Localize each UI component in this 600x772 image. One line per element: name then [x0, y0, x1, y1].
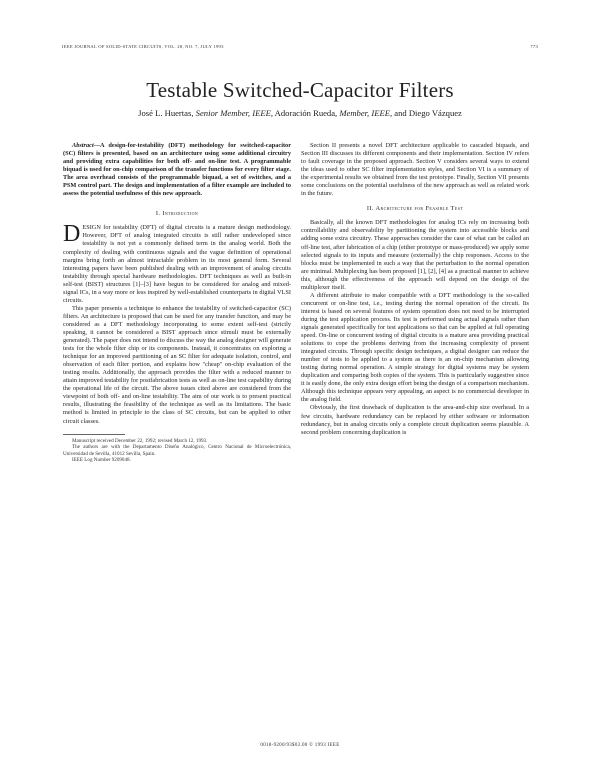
author-3: and Diego Vázquez: [394, 108, 462, 118]
architecture-paragraph-3: Obviously, the first drawback of duplication is the area-and-chip size overhead. In a few circuits, hardware redundancy can be replaced by either software or information redundancy, but in analog circuits only a complete circuit duplication seems plausible. A second problem concerning duplication is: [301, 404, 529, 436]
author-2: Adoración Rueda,: [274, 108, 338, 118]
author-line: [0, 108, 600, 118]
author-2-affiliation: Member, IEEE,: [339, 108, 393, 118]
footnote-rule: [63, 434, 125, 435]
footnote-received: Manuscript received December 22, 1992; revised March 12, 1993.: [72, 437, 208, 444]
architecture-paragraph-1: Basically, all the known DFT methodologies for analog ICs rely on increasing both controllability and observability by partitioning the system into accessible blocks and adding some extra circuitry. These approaches consider the case of what can be called an off-line test, after fabrication of a chip (either prototype or mass-produced) we apply some selected signals to its inputs and measure (externally) the chip responses. Access to the blocks must be implemented in such a way that the perturbation to the normal operation are minimal. Multiplexing has been proposed [1], [2], [4] as a practical manner to achieve this, although the effectiveness of the approach will depend on the design of the multiplexer itself.: [301, 219, 529, 291]
drop-cap: D: [63, 221, 81, 248]
abstract-lead: Abstract—: [72, 142, 100, 149]
author-1: José L. Huertas,: [138, 108, 194, 118]
footnote-affiliation: The authors are with the Departamento Diseño Analógico, Centro Nacional de Microelectrónica, Universidad de Sevilla, 41012 Sevilla, Spain.: [63, 444, 291, 457]
intro-paragraph-1-text: ESIGN for testability (DFT) of digital circuits is a mature design methodology. However, DFT of analog integrated circuits is still rather undeveloped since testability is not yet a commonly defined term in the analog world. Both the complexity of dealing with continuous signals and the vague definition of operational margins bring forth an almost intractable problem in its most general form. Several interesting papers have been published dealing with an improvement of analog circuits testability through special hardware methodologies. DFT techniques as well as built-in self-test (BIST) structures [1]–[3] have begun to be considered for analog and mixed-signal ICs, in a way more or less inspired by well-established counterparts in digital VLSI circuits.: [63, 224, 291, 304]
intro-paragraph-3: Section II presents a novel DFT architecture applicable to cascaded biquads, and Section III discusses its different components and their implementation. Section IV refers to fault coverage in the proposed approach. Section V considers several ways to extend the ideas used to other SC filter implementation styles, and Section VI is a summary of the experimental results we obtained from the test prototype. Finally, Section VII presents some conclusions on the potential usefulness of the new approach as well as related work in the future.: [301, 142, 529, 198]
footnote-log-number: IEEE Log Number 9209048.: [72, 457, 131, 464]
running-head: [62, 44, 538, 49]
section-heading-introduction: I. Introduction: [155, 210, 199, 218]
section-heading-architecture: II. Architecture for Feasible Test: [366, 205, 464, 213]
right-column: [301, 142, 529, 437]
copyright-footer: 0018-9200/93$03.00 © 1993 IEEE: [260, 743, 340, 748]
paper-title: Testable Switched-Capacitor Filters: [146, 78, 454, 102]
author-1-affiliation: Senior Member, IEEE,: [195, 108, 273, 118]
abstract-text: A design-for-testability (DFT) methodology for switched-capacitor (SC) filters is presented, based on an architecture using some additional circuitry and providing extra capabilities for both off- and on-line test. A programmable biquad is used for on-chip comparison of the transfer functions for every filter stage. The area overhead consists of the programmable biquad, a set of switches, and a PSM control part. The design and implementation of a filter example are included to assess the potential usefulness of this new approach.: [63, 142, 291, 198]
left-column: [63, 142, 291, 464]
abstract: [63, 142, 291, 198]
page-number: 773: [530, 44, 538, 49]
architecture-paragraph-2: A different attribute to make compatible with a DFT methodology is the so-called concurrent or on-line test, i.e., testing during the normal operation of the circuit. Its interest is based on several features of system operation does not need to be interrupted during the test application process. Its test is performed using actual signals rather than signals generated specifically for test applications so that can be applied at full operating speed. On-line or concurrent testing of digital circuits is a mature area providing practical solutions to cope the problems deriving from the increasing complexity of present integrated circuits. Through specific design techniques, a digital designer can reduce the number of tests to be applied to a system as there is an on-chip mechanism allowing testing during normal operation. A simple strategy for digital systems may be system duplication and comparing both copies of the system. This is particularly suggestive since it is easily done, the only extra design effort being the design of a comparison mechanism. Although this technique appears very appealing, an aspect is no commercial developer in the analog field.: [301, 291, 529, 404]
intro-paragraph-2: This paper presents a technique to enhance the testability of switched-capacitor (SC) filters. An architecture is proposed that can be used for any transfer function, and may be considered as a DFT methodology incorporating to some extent self-test (strictly speaking, it cannot be considered a BIST approach since stimuli must be externally generated). The paper does not intend to discuss the way the analog designer will generate tests for the whole filter chip or its components. Instead, it concentrates on exploring a technique for an improved partitioning of an SC filter for adequate isolation, control, and observation of each filter portion, and explains how "cheap" on-chip evaluation of the testing results. Additionally, the approach provides the filter with a reduced manner to attain improved testability for postfabrication tests as well as on-line test capability during the operational life of the circuit. The above issues cited above are considered from the viewpoint of both off- and on-line testability. The aim of our work is to present practical results, illustrating the feasibility of the technique as well as its limitations. The basic method is limited in principle to the class of SC circuits, but can be applied to other circuit classes.: [63, 304, 291, 425]
journal-name: IEEE JOURNAL OF SOLID-STATE CIRCUITS, VOL. 28, NO. 7, JULY 1993: [62, 44, 224, 49]
intro-paragraph-1: [63, 221, 291, 304]
